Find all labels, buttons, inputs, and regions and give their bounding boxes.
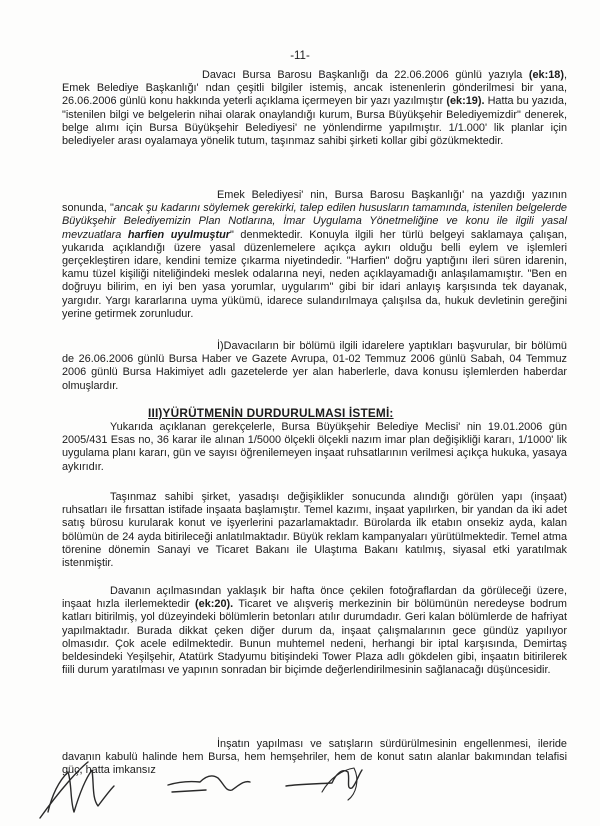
signature-2 (168, 776, 250, 790)
paragraph-grounds: Yukarıda açıklanan gerekçelerle, Bursa Büyükşehir Belediye Meclisi' nin 19.01.2006 gün 2005/431 Esas no, 36 karar ile alınan 1/5000 ölçekli ölçekli nazım imar plan değişikliği kararı, 1/1000' lik uygulama planı kararı, gün ve sayısı öğrenilemeyen inşaat ruhsatlarının verilmesi açıkça hukuka, yasaya aykırıdır. (62, 421, 567, 473)
paragraph-progress (62, 585, 567, 677)
quoted-text: ancak şu kadarını söylemek gerekirki, talep edilen hususların tamamında, istenilen belgelerde Büyükşehir Belediyemizin Plan Notlarına, İmar Uygulama Yönetmeliğine ve konu ile ilgili yasal mevzuatlara (62, 202, 567, 241)
section-heading: III)YÜRÜTMENİN DURDURULMASI İSTEMİ: (148, 406, 394, 420)
text-run: , Emek Belediye Başkanlığı' ndan çeşitli bilgiler istemiş, ancak istenenlerin gönderilmesi bir yana, 26.06.2006 günlü konu hakkında yeterli açıklama içermeyen bir yazı yazılmıştır (62, 69, 567, 108)
paragraph-injunction: İnşatın yapılması ve satışların sürdürülmesinin engellenmesi, ileride davanın kabulü halinde hem Bursa, hem hemşehriler, hem de konut satın alanlar bakımından telafisi güç, hatta imkansız (62, 738, 567, 777)
signature-2-dash (172, 790, 206, 792)
text-run: Hatta bu yazıda, "istenilen bilgi ve belgelerin nihai olarak onaylandığı kurum, Bursa Büyükşehir Belediyemizdir" denerek, belge alımı için Bursa Büyükşehir Belediyesi' ne yönlendirme yapılmıştır. 1/1.000' lik planlar için belediyeler arası oyalamaya yönelik tutum, taşınmaz sahibi şirketi kollar gibi gözükmektedir. (62, 95, 567, 148)
annex-ref-20: (ek:20). (195, 598, 234, 611)
text-run: Ticaret ve alışveriş merkezinin bir bölümünün neredeyse bodrum katları bitirilmiş, yol düzeyindeki bölümlerin betonları atılır durumdadır. Geri kalan bölümlerde de hafriyat yapılmaktadır. Burada dikkat çeken diğer durum da, inşaat çalışmalarının gece gündüz yapılıyor olmasıdır. Çok acele edilmektedir. Bunun muhtemel nedeni, herhangi bir iptal karşısında, Demirtaş beldesindeki Yeşilşehir, Atatürk Stadyumu bitişindeki Tower Plaza adlı gökdelen gibi, inşaatın bitirilerek fiili durum yaratılması ve yapının sonradan bir biçimde değerlendirilmesinin sağlanacağı düşüncesidir. (62, 598, 567, 677)
paragraph-notification: İ)Davacıların bir bölümü ilgili idarelere yaptıkları başvurular, bir bölümü de 26.06.2006 günlü Bursa Haber ve Gazete Avrupa, 01-02 Temmuz 2006 günlü Sabah, 04 Temmuz 2006 günlü Bursa Hakimiyet adlı gazetelerde yer alan haberlerle, dava konusu işlemlerden haberdar olmuşlardır. (62, 340, 567, 392)
page-number: -11- (290, 50, 310, 62)
quoted-emphasis: harfien uyulmuştur (127, 228, 230, 241)
text-run: Davacı Bursa Barosu Başkanlığı da 22.06.2006 günlü yazıyla (202, 69, 529, 81)
paragraph-construction: Taşınmaz sahibi şirket, yasadışı değişiklikler sonucunda alındığı görülen yapı (inşaat) ruhsatları ile fırsattan istifade inşaata başlamıştır. Temel kazımı, inşaat yapılırken, bir yandan da iki adet satış bürosu kurularak konut ve işyerlerini pazarlamaktadır. Bürolarda ilk etabın onsekiz ayda, kalan bölümün de 24 ayda bitirileceği anlatılmaktadır. Büyük reklam kampanyaları yürütülmektedir. Temel atma törenine dönemin Sanayi ve Ticaret Bakanı ile Ulaştıma Bakanı katılmış, siyasal etki yaratılmak istenmiştir. (62, 491, 567, 570)
annex-ref-18: (ek:18) (528, 69, 564, 81)
annex-ref-19: (ek:19). (446, 95, 485, 108)
text-run: Emek Belediyesi' nin, Bursa Barosu Başkanlığı' na yazdığı yazının sonunda, " (62, 189, 567, 215)
paragraph-emek-letter (62, 189, 567, 321)
paragraph-bar-request (62, 69, 567, 148)
text-run: Davanın açılmasından yaklaşık bir hafta önce çekilen fotoğraflardan da görüleceği üzere, inşaat hızla ilerlemektedir (62, 585, 567, 611)
text-run: " denmektedir. Konuyla ilgili her türlü belgeyi saklamaya çalışan, yukarıda açıklandığı üzere yasal düzenlemelere açıkça aykırı olduğu belli eylem ve işlemleri gerçekleştiren idare, kendini temize çıkarma niyetindedir. "Harfien" doğru yaptığını ileri süren idarenin, kamu tüzel kişiliği niteliğindeki meslek odalarına neyi, neden açıklayamadığı anlaşılamamıştır. "Ben en doğruyu bilirim, en iyi ben yasa yorumlar, uygularım" gibi bir idari anlayış karşısında tek dayanak, yargıdır. Yargı kararlarına uyma yükümü, idarece sulandırılmaya çalışılsa da, hukuk devletinin gereğini yerine getirmek zorunludur. (62, 228, 567, 320)
